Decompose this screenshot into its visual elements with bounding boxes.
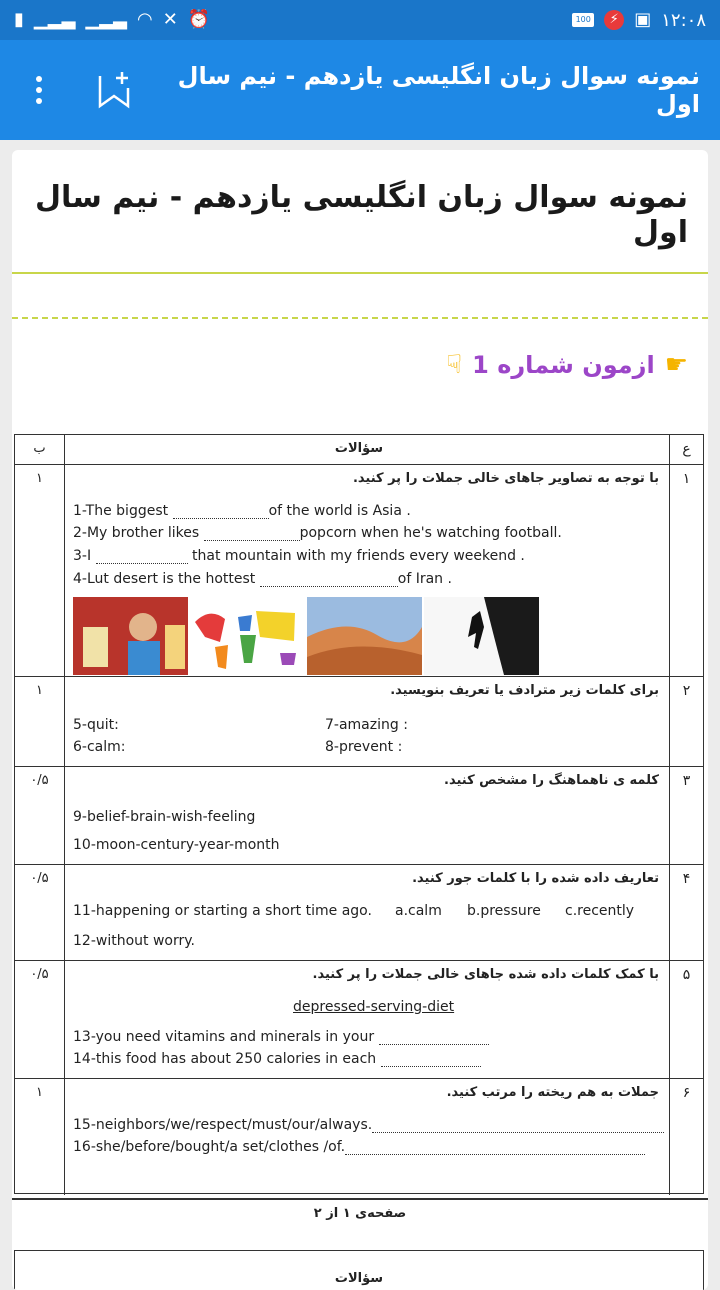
hand-down-icon: ☟	[446, 350, 463, 380]
q2-item-5: 5-quit:	[73, 717, 119, 733]
question-score: ۰/۵	[15, 961, 65, 1078]
alarm-icon: ⏰	[187, 9, 211, 30]
question-row-4	[15, 865, 703, 961]
header-num: ع	[669, 435, 703, 464]
signal-icon-2: ▁▂▃	[85, 9, 127, 30]
question-text: برای کلمات زیر مترادف یا تعریف بنویسید.	[390, 683, 659, 698]
question-num: ۵	[669, 961, 703, 1078]
page-footer: صفحه‌ی ۱ از ۲	[12, 1198, 708, 1226]
popcorn-image	[73, 597, 188, 675]
q5-word-bank: depressed-serving-diet	[293, 999, 455, 1015]
question-score: ۱	[15, 465, 65, 676]
charge-icon: ⚡	[604, 10, 624, 30]
q1-line-2: 2-My brother likes popcorn when he's watching football.	[73, 525, 562, 541]
wifi-icon: ◠	[136, 9, 153, 30]
q5-item-14: 14-this food has about 250 calories in each	[73, 1051, 481, 1067]
divider	[12, 272, 708, 274]
question-text: جملات به هم ریخته را مرتب کنید.	[446, 1085, 659, 1100]
q1-line-3: 3-I that mountain with my friends every weekend .	[73, 548, 525, 564]
app-bar-title: نمونه سوال زبان انگلیسی یازدهم - نیم سال اول	[177, 62, 700, 118]
content-card	[12, 150, 708, 1290]
question-row	[15, 465, 703, 677]
question-num: ۲	[669, 677, 703, 766]
q2-item-8: 8-prevent :	[325, 739, 403, 755]
status-right	[572, 10, 706, 31]
desert-image	[307, 597, 422, 675]
mute-icon: ✕	[162, 9, 178, 30]
question-num: ۶	[669, 1079, 703, 1195]
question-score: ۰/۵	[15, 767, 65, 864]
page-title: نمونه سوال زبان انگلیسی یازدهم - نیم سال اول	[35, 180, 688, 250]
signal-icon: ▁▂▃	[33, 9, 76, 30]
q1-images	[73, 597, 539, 675]
question-text: کلمه ی ناهماهنگ را مشخص کنید.	[444, 773, 659, 788]
question-score: ۰/۵	[15, 865, 65, 960]
question-row-6	[15, 1079, 703, 1195]
header-questions: سؤالات	[334, 441, 384, 456]
question-text: با توجه به تصاویر جاهای خالی جملات را پر کنید.	[352, 471, 659, 486]
question-num: ۴	[669, 865, 703, 960]
q6-item-15: 15-neighbors/we/respect/must/our/always.	[73, 1117, 664, 1133]
battery-icon: 100	[572, 13, 594, 27]
add-bookmark-icon[interactable]	[94, 70, 134, 110]
exam-sheet-page-2	[14, 1250, 704, 1290]
sim-icon: ▮	[14, 9, 24, 30]
exam-title: ازمون شماره 1	[472, 351, 655, 379]
climber-image	[424, 597, 539, 675]
question-text: با کمک کلمات داده شده جاهای خالی جملات را پر کنید.	[312, 967, 659, 982]
question-num: ۱	[669, 465, 703, 676]
exam-sheet	[14, 434, 704, 1194]
q4-option-c: c.recently	[565, 903, 635, 919]
q2-item-7: 7-amazing :	[325, 717, 408, 733]
q4-item-12: 12-without worry.	[73, 933, 195, 949]
q3-item-10: 10-moon-century-year-month	[73, 837, 280, 853]
question-text: تعاریف داده شده را با کلمات جور کنید.	[412, 871, 659, 886]
q4-option-a: a.calm	[395, 903, 442, 919]
question-score: ۱	[15, 1079, 65, 1195]
status-left	[14, 11, 210, 29]
question-score: ۱	[15, 677, 65, 766]
question-row-2	[15, 677, 703, 767]
q1-line-4: 4-Lut desert is the hottest of Iran .	[73, 571, 452, 587]
dashed-divider	[12, 317, 708, 319]
q1-line-1: 1-The biggest of the world is Asia .	[73, 503, 411, 519]
hand-point-icon: ☛	[664, 350, 688, 380]
header-score: ب‌	[15, 435, 65, 464]
exam-heading	[446, 350, 688, 380]
header-questions-2: سؤالات	[334, 1271, 384, 1286]
q4-item-11: 11-happening or starting a short time ago.	[73, 903, 372, 919]
app-bar	[0, 40, 720, 140]
world-map-image	[190, 597, 305, 675]
image-icon: ▣	[634, 9, 652, 30]
more-options-icon[interactable]	[24, 76, 54, 104]
q6-item-16: 16-she/before/bought/a set/clothes /of.	[73, 1139, 645, 1155]
question-row-3	[15, 767, 703, 865]
status-bar	[0, 0, 720, 40]
question-row-5	[15, 961, 703, 1079]
status-time: ۱۲:۰۸	[661, 9, 706, 31]
q5-item-13: 13-you need vitamins and minerals in your	[73, 1029, 489, 1045]
q3-item-9: 9-belief-brain-wish-feeling	[73, 809, 256, 825]
table-header	[15, 435, 703, 465]
question-num: ۳	[669, 767, 703, 864]
q4-option-b: b.pressure	[467, 903, 541, 919]
q2-item-6: 6-calm:	[73, 739, 126, 755]
